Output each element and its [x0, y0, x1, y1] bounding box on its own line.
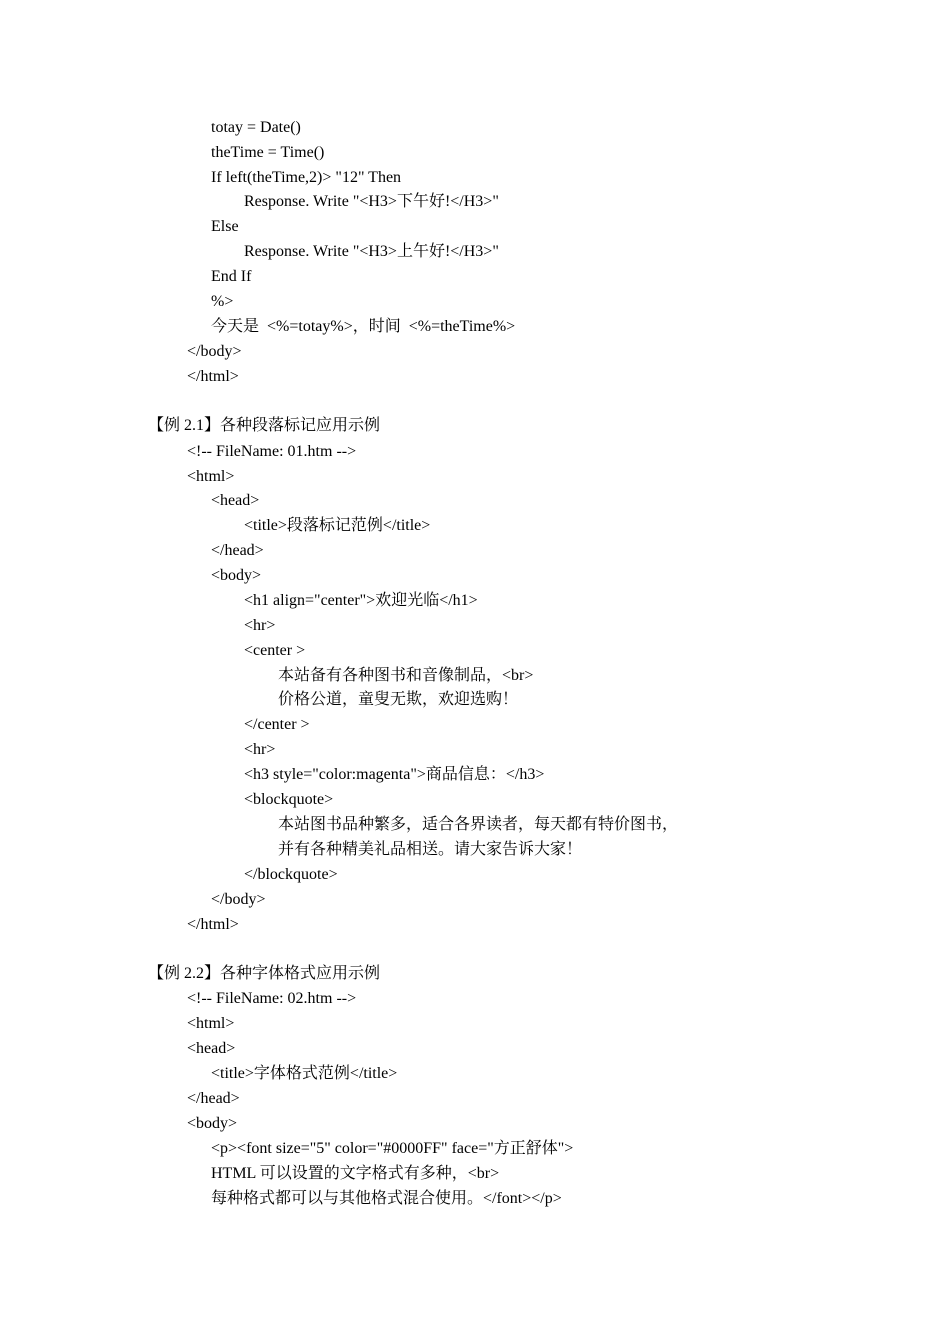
- code-line: </center >: [244, 716, 310, 733]
- code-line: <head>: [187, 1040, 236, 1057]
- code-line: <title>段落标记范例</title>: [244, 517, 431, 534]
- code-line: 今天是 <%=totay%>，时间 <%=theTime%>: [211, 318, 516, 335]
- code-line: <body>: [187, 1115, 238, 1132]
- code-line: <title>字体格式范例</title>: [211, 1065, 398, 1082]
- code-line: totay = Date(): [211, 119, 301, 136]
- code-line: <!-- FileName: 02.htm -->: [187, 990, 357, 1007]
- code-line: </html>: [187, 916, 239, 933]
- code-line: Response. Write "<H3>下午好!</H3>": [244, 193, 499, 210]
- code-line: 本站备有各种图书和音像制品，<br>: [278, 667, 534, 684]
- code-line: <hr>: [244, 617, 276, 634]
- code-line: 价格公道，童叟无欺，欢迎选购！: [278, 691, 519, 708]
- example-2-1-title: 【例 2.1】各种段落标记应用示例: [148, 417, 381, 434]
- code-line: <h1 align="center">欢迎光临</h1>: [244, 592, 478, 609]
- code-line: </head>: [187, 1090, 240, 1107]
- code-line: <body>: [211, 567, 262, 584]
- example-2-2-title: 【例 2.2】各种字体格式应用示例: [148, 965, 381, 982]
- code-line: <center >: [244, 642, 306, 659]
- code-line: 本站图书品种繁多，适合各界读者，每天都有特价图书，: [278, 816, 679, 833]
- code-line: <html>: [187, 1015, 235, 1032]
- code-line: <html>: [187, 468, 235, 485]
- code-line: 每种格式都可以与其他格式混合使用。</font></p>: [211, 1190, 562, 1207]
- code-line: <hr>: [244, 741, 276, 758]
- code-line: Else: [211, 218, 239, 235]
- code-line: <blockquote>: [244, 791, 334, 808]
- code-line: <h3 style="color:magenta">商品信息：</h3>: [244, 766, 545, 783]
- code-line: </head>: [211, 542, 264, 559]
- code-line: <p><font size="5" color="#0000FF" face="方正舒体">: [211, 1140, 574, 1157]
- code-line: theTime = Time(): [211, 144, 325, 161]
- code-line: </body>: [211, 891, 266, 908]
- code-line: <!-- FileName: 01.htm -->: [187, 443, 357, 460]
- code-line: <head>: [211, 492, 260, 509]
- code-line: </blockquote>: [244, 866, 338, 883]
- code-line: </body>: [187, 343, 242, 360]
- code-line: %>: [211, 293, 234, 310]
- code-line: </html>: [187, 368, 239, 385]
- code-line: End If: [211, 268, 252, 285]
- code-line: 并有各种精美礼品相送。请大家告诉大家！: [278, 841, 583, 858]
- code-line: HTML 可以设置的文字格式有多种，<br>: [211, 1165, 500, 1182]
- code-line: If left(theTime,2)> "12" Then: [211, 169, 402, 186]
- code-line: Response. Write "<H3>上午好!</H3>": [244, 243, 499, 260]
